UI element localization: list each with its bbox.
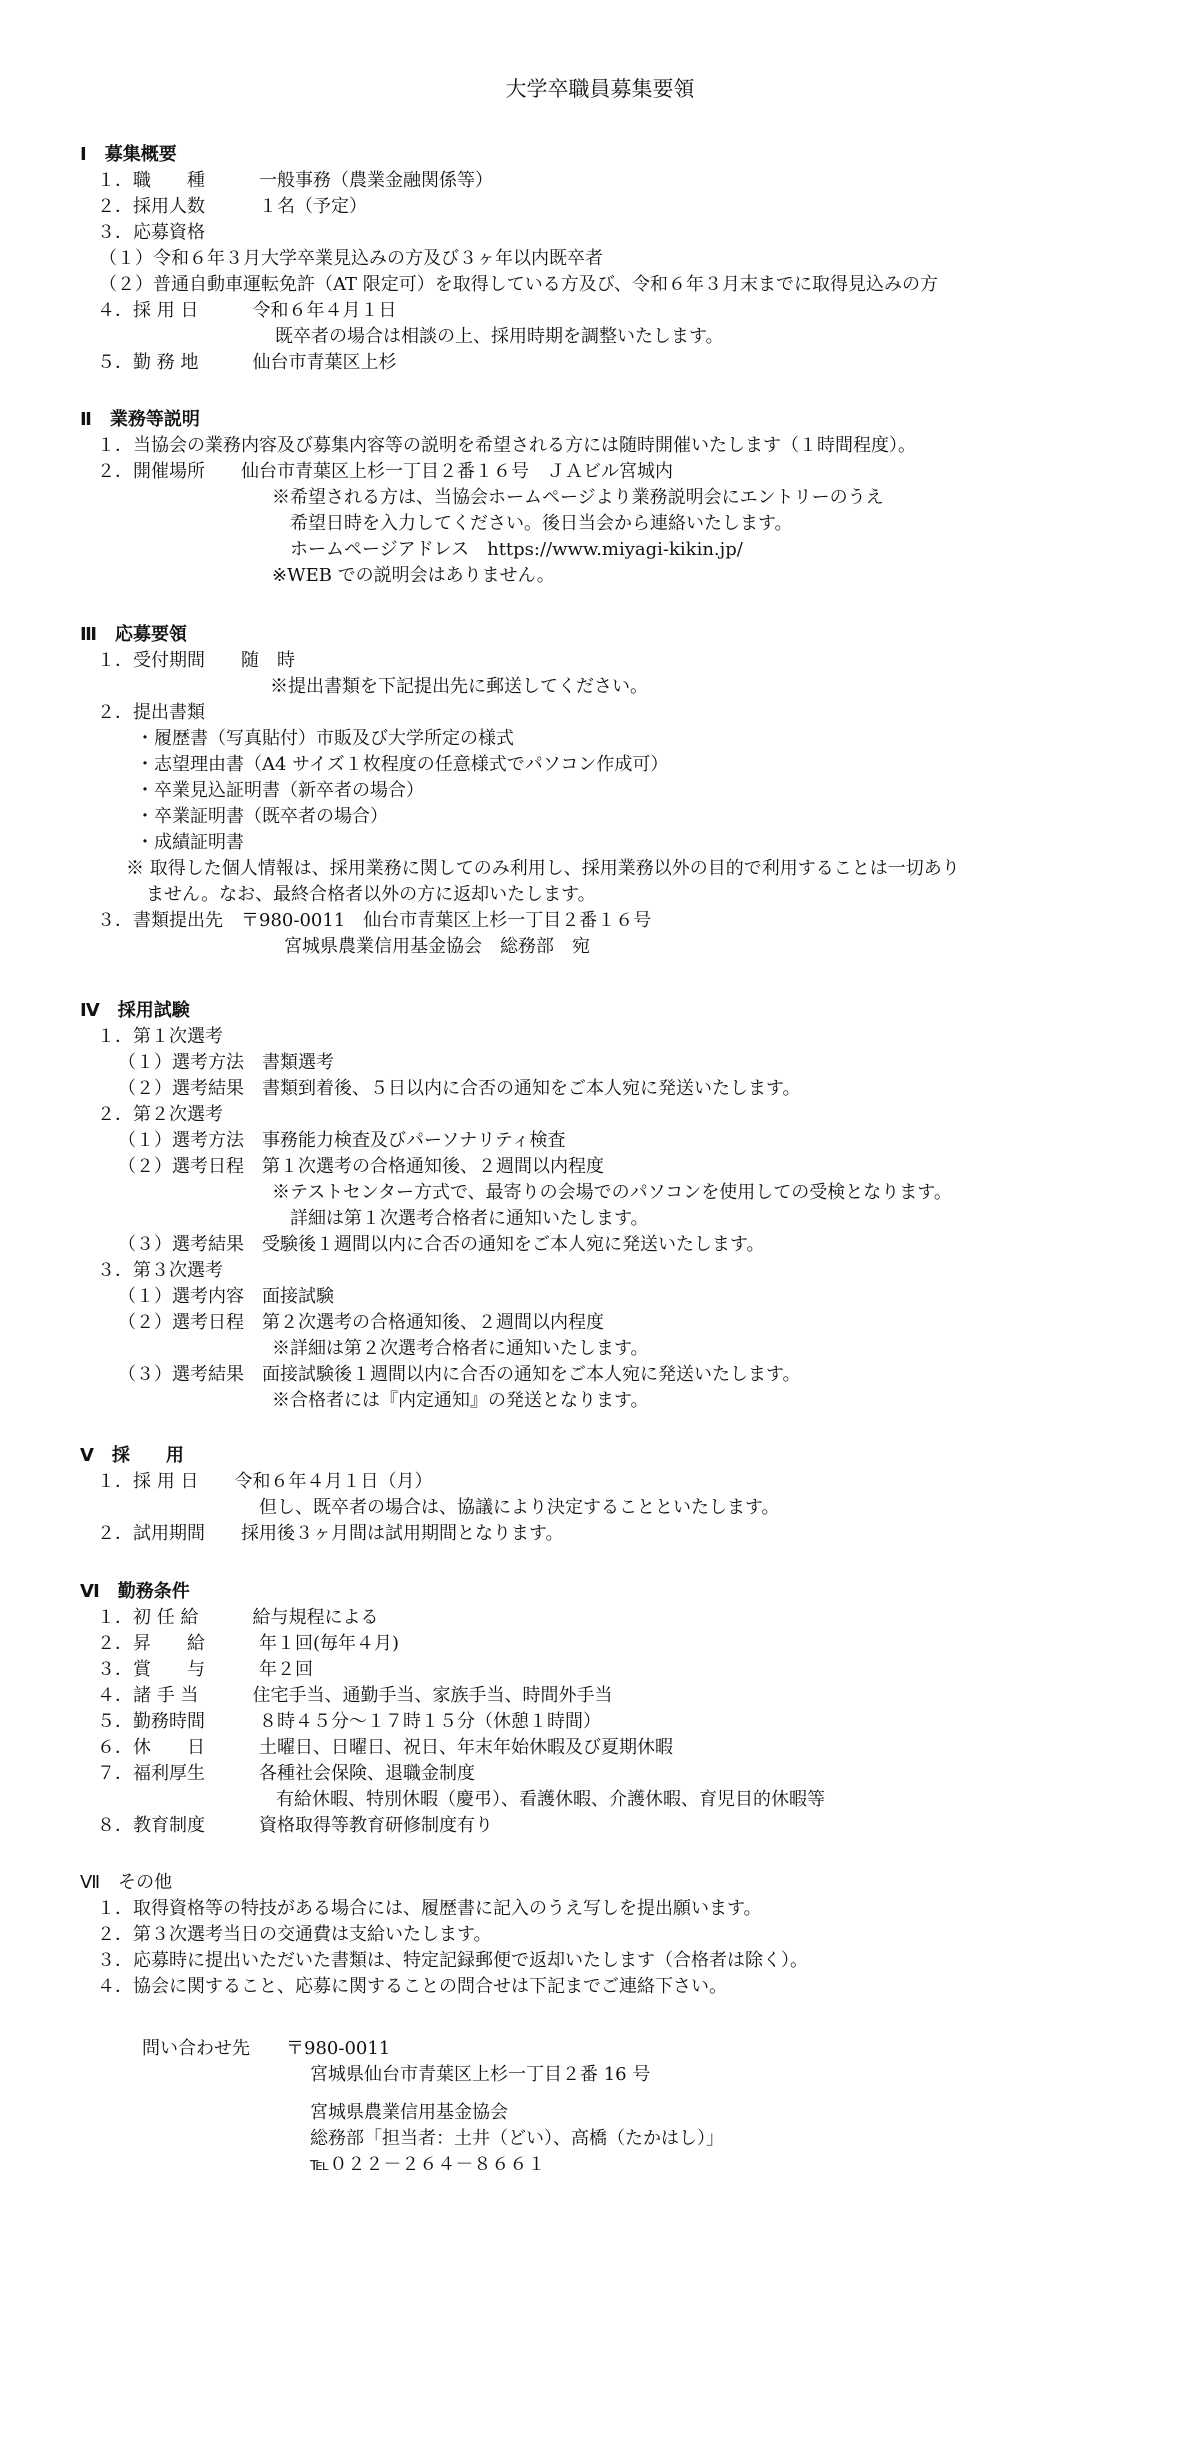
overview-line: ２．採用人数 １名（予定） <box>97 196 367 217</box>
exam-line: ※合格者には『内定通知』の発送となります。 <box>272 1390 649 1411</box>
conditions-line: 有給休暇、特別休暇（慶弔）、看護休暇、介護休暇、育児目的休暇等 <box>276 1789 825 1810</box>
exam-line: （１）選考方法 事務能力検査及びパーソナリティ検査 <box>118 1130 566 1151</box>
conditions-line: ２．昇 給 年１回(毎年４月) <box>97 1633 400 1654</box>
section-heading-overview: Ⅰ 募集概要 <box>80 144 177 165</box>
exam-line: （２）選考日程 第２次選考の合格通知後、２週間以内程度 <box>118 1312 604 1333</box>
section-heading-application: Ⅲ 応募要領 <box>80 624 188 645</box>
conditions-line: ５．勤務時間 ８時４５分～１７時１５分（休憩１時間） <box>97 1711 601 1732</box>
application-line: 宮城県農業信用基金協会 総務部 宛 <box>284 936 590 957</box>
application-line: ３．書類提出先 〒980-0011 仙台市青葉区上杉一丁目２番１６号 <box>97 910 652 931</box>
application-line: ・履歴書（写真貼付）市販及び大学所定の様式 <box>136 728 514 749</box>
contact-organization: 宮城県農業信用基金協会 <box>310 2102 508 2123</box>
briefing-line: ２．開催場所 仙台市青葉区上杉一丁目２番１６号 ＪＡビル宮城内 <box>97 461 673 482</box>
briefing-line: 希望日時を入力してください。後日当会から連絡いたします。 <box>290 513 793 534</box>
hiring-line: ２．試用期間 採用後３ヶ月間は試用期間となります。 <box>97 1523 564 1544</box>
conditions-line: １．初 任 給 給与規程による <box>97 1607 379 1628</box>
exam-line: （２）選考結果 書類到着後、５日以内に合否の通知をご本人宛に発送いたします。 <box>118 1078 801 1099</box>
exam-line: （３）選考結果 受験後１週間以内に合否の通知をご本人宛に発送いたします。 <box>118 1234 765 1255</box>
contact-address: 宮城県仙台市青葉区上杉一丁目２番 16 号 <box>310 2064 651 2085</box>
section-heading-hiring: Ⅴ 採 用 <box>80 1445 184 1466</box>
section-heading-briefing: Ⅱ 業務等説明 <box>80 409 200 430</box>
exam-line: ２．第２次選考 <box>97 1104 223 1125</box>
application-line: ません。なお、最終合格者以外の方に返却いたします。 <box>146 884 596 905</box>
briefing-line: ※WEB での説明会はありません。 <box>272 565 555 586</box>
exam-line: ３．第３次選考 <box>97 1260 223 1281</box>
exam-line: （１）選考方法 書類選考 <box>118 1052 334 1073</box>
application-line: ・卒業証明書（既卒者の場合） <box>136 806 388 827</box>
hiring-line: 但し、既卒者の場合は、協議により決定することといたします。 <box>259 1497 780 1518</box>
overview-line: ４．採 用 日 令和６年４月１日 <box>97 300 397 321</box>
briefing-line: １．当協会の業務内容及び募集内容等の説明を希望される方には随時開催いたします（１時間程度）。 <box>97 435 916 456</box>
briefing-line: ※希望される方は、当協会ホームページより業務説明会にエントリーのうえ <box>272 487 884 508</box>
application-line: ※ 取得した個人情報は、採用業務に関してのみ利用し、採用業務以外の目的で利用することは一切あり <box>126 858 960 879</box>
section-heading-exam: Ⅳ 採用試験 <box>80 1000 190 1021</box>
exam-line: 詳細は第１次選考合格者に通知いたします。 <box>290 1208 649 1229</box>
application-line: ・成績証明書 <box>136 832 244 853</box>
other-line: ２．第３次選考当日の交通費は支給いたします。 <box>97 1924 492 1945</box>
exam-line: ※テストセンター方式で、最寄りの会場でのパソコンを使用しての受検となります。 <box>272 1182 952 1203</box>
conditions-line: ３．賞 与 年２回 <box>97 1659 313 1680</box>
overview-line: ３．応募資格 <box>97 222 205 243</box>
application-line: ・卒業見込証明書（新卒者の場合） <box>136 780 424 801</box>
contact-label: 問い合わせ先 〒980-0011 <box>142 2038 391 2059</box>
exam-line: （３）選考結果 面接試験後１週間以内に合否の通知をご本人宛に発送いたします。 <box>118 1364 801 1385</box>
section-heading-conditions: Ⅵ 勤務条件 <box>80 1581 190 1602</box>
document-title: 大学卒職員募集要領 <box>505 77 695 101</box>
overview-line: （１）令和６年３月大学卒業見込みの方及び３ヶ年以内既卒者 <box>99 248 603 269</box>
application-line: ２．提出書類 <box>97 702 205 723</box>
exam-line: （１）選考内容 面接試験 <box>118 1286 334 1307</box>
briefing-line: ホームページアドレス https://www.miyagi-kikin.jp/ <box>290 539 743 560</box>
other-line: ４．協会に関すること、応募に関することの問合せは下記までご連絡下さい。 <box>97 1976 727 1997</box>
conditions-line: ８．教育制度 資格取得等教育研修制度有り <box>97 1815 493 1836</box>
contact-department: 総務部「担当者：土井（どい）、高橋（たかはし）」 <box>310 2128 724 2149</box>
hiring-line: １．採 用 日 令和６年４月１日（月） <box>97 1471 433 1492</box>
exam-line: ※詳細は第２次選考合格者に通知いたします。 <box>272 1338 649 1359</box>
exam-line: （２）選考日程 第１次選考の合格通知後、２週間以内程度 <box>118 1156 604 1177</box>
overview-line: １．職 種 一般事務（農業金融関係等） <box>97 170 493 191</box>
overview-line: 既卒者の場合は相談の上、採用時期を調整いたします。 <box>275 326 724 347</box>
other-line: ３．応募時に提出いただいた書類は、特定記録郵便で返却いたします（合格者は除く）。 <box>97 1950 808 1971</box>
section-heading-other: Ⅶ その他 <box>80 1872 173 1893</box>
application-line: １．受付期間 随 時 <box>97 650 295 671</box>
overview-line: （２）普通自動車運転免許（AT 限定可）を取得している方及び、令和６年３月末までに取得見込みの方 <box>99 274 939 295</box>
other-line: １．取得資格等の特技がある場合には、履歴書に記入のうえ写しを提出願います。 <box>97 1898 762 1919</box>
exam-line: １．第１次選考 <box>97 1026 223 1047</box>
conditions-line: ６．休 日 土曜日、日曜日、祝日、年末年始休暇及び夏期休暇 <box>97 1737 673 1758</box>
application-line: ・志望理由書（A4 サイズ１枚程度の任意様式でパソコン作成可） <box>136 754 669 775</box>
contact-phone: ℡０２２－２６４－８６６１ <box>310 2154 546 2175</box>
conditions-line: ４．諸 手 当 住宅手当、通勤手当、家族手当、時間外手当 <box>97 1685 613 1706</box>
conditions-line: ７．福利厚生 各種社会保険、退職金制度 <box>97 1763 475 1784</box>
application-line: ※提出書類を下記提出先に郵送してください。 <box>270 676 648 697</box>
overview-line: ５．勤 務 地 仙台市青葉区上杉 <box>97 352 397 373</box>
